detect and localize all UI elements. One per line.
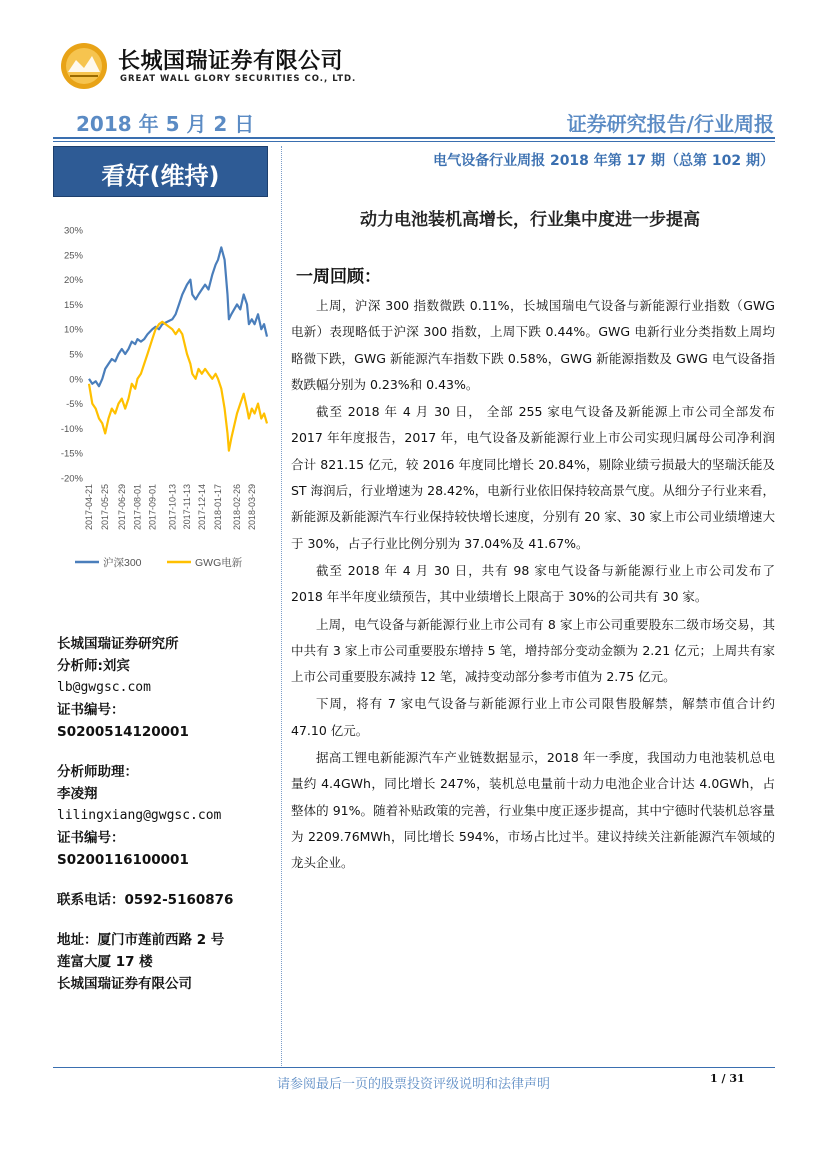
y-tick-label: 0% [69, 374, 83, 386]
company-name-en: GREAT WALL GLORY SECURITIES CO., LTD. [120, 74, 357, 84]
assistant-email[interactable]: lilingxiang@gwgsc.com [57, 808, 222, 823]
x-tick-label: 2018-03-29 [246, 484, 257, 531]
analyst-name: 分析师:刘宾 [57, 658, 130, 674]
company-name-cn: 长城国瑞证券有限公司 [118, 49, 344, 74]
series-line-hs300 [89, 247, 267, 386]
rating-label: 看好(维持) [101, 162, 220, 190]
x-tick-label: 2017-12-14 [196, 484, 207, 531]
paragraph: 下周，将有 7 家电气设备与新能源行业上市公司限售股解禁，解禁市值合计约 47.10 亿元。 [291, 696, 775, 738]
y-tick-label: -20% [60, 473, 83, 485]
y-tick-label: -15% [60, 448, 83, 460]
paragraph: 上周，电气设备与新能源行业上市公司有 8 家上市公司重要股东二级市场交易，其中共有 3 家上市公司重要股东增持 5 笔，增持部分变动金额为 2.21 亿元；上周共有家上市公司重要股东减持 12 笔，减持变动部分参考市值为 2.75 亿元。 [291, 616, 775, 685]
index-performance-chart [53, 220, 275, 585]
y-tick-label: 25% [63, 250, 83, 262]
footer-disclaimer: 请参阅最后一页的股票投资评级说明和法律声明 [276, 1077, 550, 1092]
page-number: 1 / 31 [710, 1072, 745, 1085]
header-divider [53, 137, 775, 139]
column-divider [281, 146, 282, 1066]
issue-title: 电气设备行业周报 2018 年第 17 期（总第 102 期） [433, 153, 774, 169]
report-headline: 动力电池装机高增长，行业集中度进一步提高 [360, 210, 700, 230]
institute-name: 长城国瑞证券研究所 [57, 636, 179, 652]
assistant-name: 李凌翔 [57, 786, 98, 802]
paragraph: 上周，沪深 300 指数微跌 0.11%，长城国瑞电气设备与新能源行业指数（GWG 电新）表现略低于沪深 300 指数，上周下跌 0.44%。GWG 电新行业分类指数上周均略微下跌，GWG 新能源汽车指数下跌 0.58%，GWG 新能源指数及 GWG 电气设备指数跌幅分别为 0.23%和 0.43%。 [291, 298, 775, 392]
report-type: 证券研究报告/行业周报 [566, 112, 774, 136]
company-logo [60, 42, 108, 90]
paragraph: 截至 2018 年 4 月 30 日，共有 98 家电气设备与新能源行业上市公司发布了 2018 年半年度业绩预告，其中业绩增长上限高于 30%的公司共有 30 家。 [291, 562, 775, 605]
x-tick-label: 2017-11-13 [182, 484, 193, 530]
y-tick-label: 30% [63, 225, 83, 237]
series-line-gwg [89, 322, 267, 451]
y-tick-label: 20% [63, 275, 83, 287]
y-tick-label: 15% [63, 299, 83, 311]
report-date: 2018 年 5 月 2 日 [76, 112, 255, 136]
legend-label: 沪深300 [103, 557, 142, 569]
assistant-label: 分析师助理： [57, 764, 138, 780]
y-tick-label: -5% [66, 399, 83, 411]
cert-label: 证书编号： [57, 702, 125, 718]
y-tick-label: -10% [60, 423, 83, 435]
y-tick-label: 5% [69, 349, 83, 361]
analyst-cert: S0200514120001 [57, 724, 189, 740]
cert-label-2: 证书编号： [57, 830, 125, 846]
x-tick-label: 2017-05-25 [100, 484, 111, 531]
x-tick-label: 2017-04-21 [84, 484, 94, 531]
header-divider-thin [53, 141, 775, 142]
x-tick-label: 2018-01-17 [212, 484, 223, 531]
analyst-info [57, 633, 277, 995]
assistant-cert: S0200116100001 [57, 852, 189, 868]
x-tick-label: 2017-08-01 [132, 484, 143, 531]
address-line-3: 长城国瑞证券有限公司 [57, 976, 192, 992]
rating-box [53, 146, 268, 197]
y-tick-label: 10% [63, 324, 83, 336]
analyst-email[interactable]: lb@gwgsc.com [57, 680, 151, 695]
contact-phone: 联系电话：0592-5160876 [57, 892, 234, 908]
address-line-1: 地址：厦门市莲前西路 2 号 [57, 932, 225, 948]
x-tick-label: 2017-06-29 [116, 484, 127, 531]
x-tick-label: 2017-09-01 [147, 484, 158, 531]
x-tick-label: 2017-10-13 [167, 484, 178, 531]
address-line-2: 莲富大厦 17 楼 [57, 954, 153, 970]
legend-label: GWG电新 [195, 557, 243, 569]
x-tick-label: 2018-02-26 [232, 484, 243, 531]
paragraph: 截至 2018 年 4 月 30 日， 全部 255 家电气设备及新能源上市公司全部发布 2017 年年度报告，2017 年，电气设备及新能源行业上市公司实现归属母公司净利润合计 821.15 亿元，较 2016 年度同比增长 20.84%，剔除业绩亏损最大的坚瑞沃能及 ST 海润后，行业增速为 28.42%，电新行业依旧保持较高景气度。从细分子行业来看，新能源及新能源汽车行业保持较快增长速度，分别有 20 家、30 家上市公司业绩增速大于 30%，占子行业比例分别为 37.04%及 41.67%。 [291, 404, 775, 551]
footer-divider [53, 1067, 775, 1068]
paragraph: 据高工锂电新能源汽车产业链数据显示，2018 年一季度，我国动力电池装机总电量约 4.4GWh，同比增长 247%，装机总电量前十动力电池企业合计达 4.0GWh，占整体的 91%。随着补贴政策的完善，行业集中度正逐步提高，其中宁德时代装机总容量为 2209.76MWh，同比增长 594%，市场占比过半。建议持续关注新能源汽车领域的龙头企业。 [291, 750, 775, 871]
section-title: 一周回顾： [296, 267, 381, 287]
report-body [291, 293, 775, 878]
